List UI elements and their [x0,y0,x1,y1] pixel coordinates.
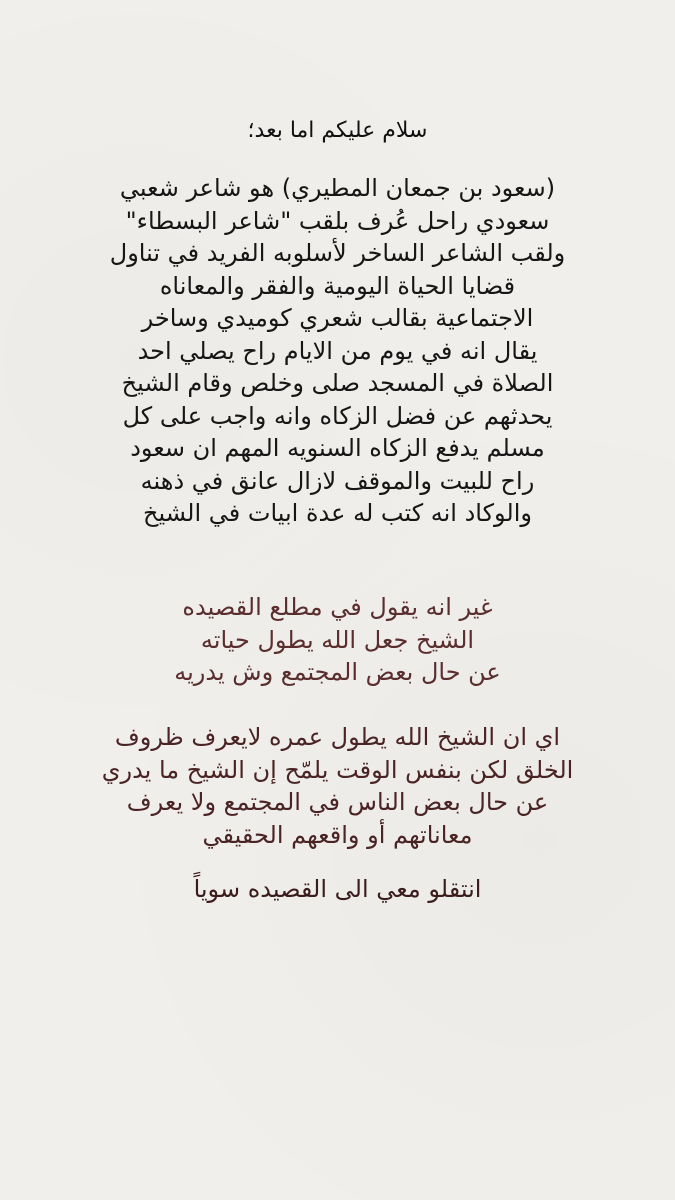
verse-line: غير انه يقول في مطلع القصيده [182,593,493,621]
intro-line: الاجتماعية بقالب شعري كوميدي وساخر [141,304,534,332]
intro-line: قضايا الحياة اليومية والفقر والمعاناه [159,271,516,300]
explanation-line: عن حال بعض الناس في المجتمع ولا يعرف [126,788,549,816]
explanation-line: معاناتهم أو واقعهم الحقيقي [202,820,473,849]
intro-line: (سعود بن جمعان المطيري) هو شاعر شعبي [119,174,556,202]
intro-line: يقال انه في يوم من الايام راح يصلي احد [137,336,538,365]
greeting-text: سلام عليكم اما بعد؛ [247,118,428,143]
closing-line: انتقلو معي الى القصيده سوياً [193,875,482,903]
verse-paragraph [20,591,655,689]
intro-line: الصلاة في المسجد صلى وخلص وقام الشيخ [121,369,554,397]
intro-line: والوكاد انه كتب له عدة ابيات في الشيخ [142,499,532,527]
intro-line: سعودي راحل عُرف بلقب "شاعر البسطاء" [125,206,550,235]
verse-line: الشيخ جعل الله يطول حياته [200,625,475,654]
intro-line: راح للبيت والموقف لازال عانق في ذهنه [140,466,535,495]
intro-line: يحدثهم عن فضل الزكاه وانه واجب على كل [122,401,553,430]
intro-line: مسلم يدفع الزكاه السنويه المهم ان سعود [130,434,545,462]
explanation-line: اي ان الشيخ الله يطول عمره لايعرف ظروف [114,723,561,751]
verse-line: عن حال بعض المجتمع وش يدريه [174,658,501,686]
explanation-paragraph [20,721,655,851]
intro-paragraph [20,172,655,530]
intro-line: ولقب الشاعر الساخر لأسلوبه الفريد في تناول [109,239,566,267]
explanation-line: الخلق لكن بنفس الوقت يلمّح إن الشيخ ما يدري [101,755,574,784]
